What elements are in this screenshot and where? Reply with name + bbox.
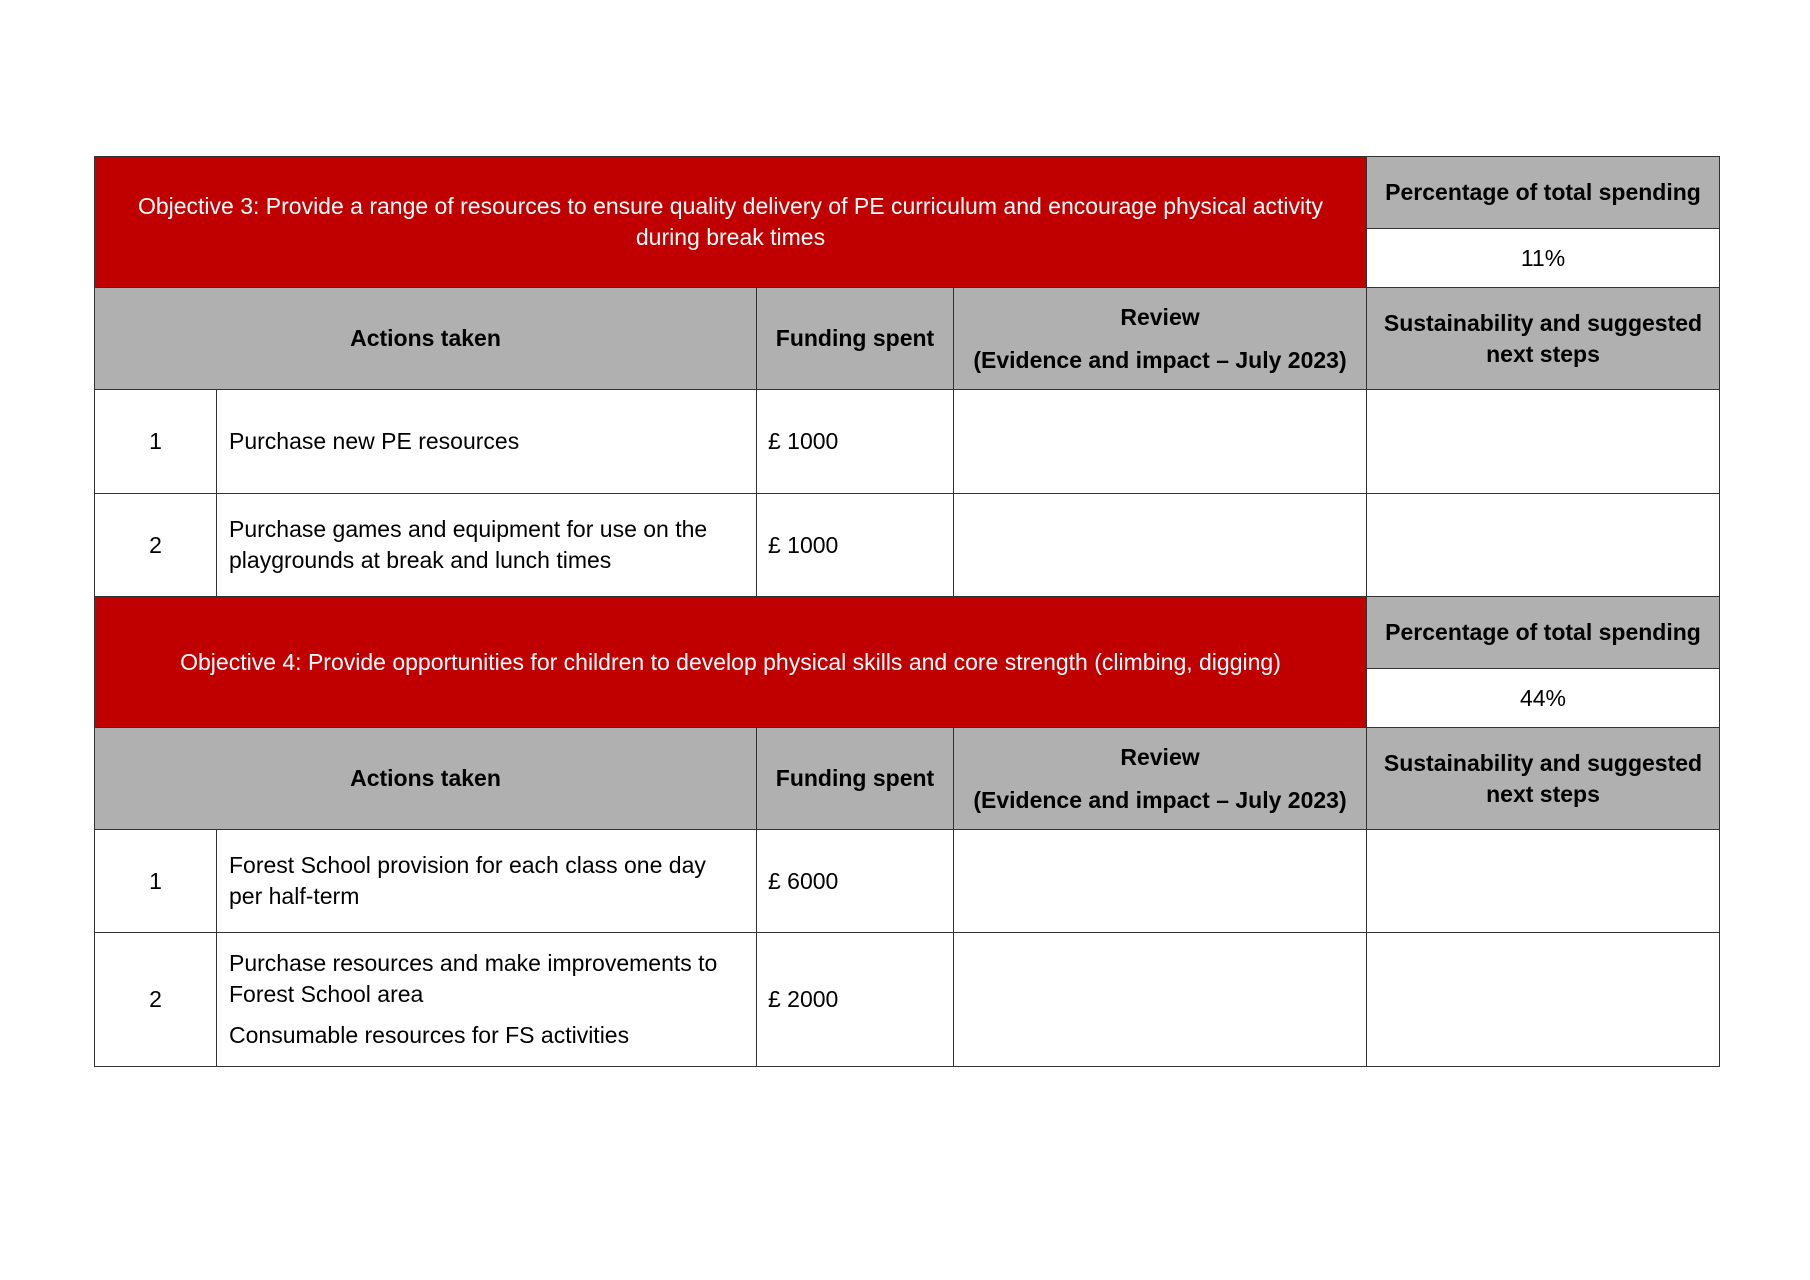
objective-3-title: Objective 3: Provide a range of resources to ensure quality delivery of PE curriculum and encourage physical activity during break times [95,157,1367,288]
review-subtitle: (Evidence and impact – July 2023) [973,786,1347,813]
table-row [95,830,1720,933]
row-number: 2 [95,933,217,1067]
objective-3-header-actions: Actions taken [95,288,757,390]
objective-3-percentage-value: 11% [1367,229,1720,288]
objective-3-header-funding: Funding spent [757,288,954,390]
objective-4-header-funding: Funding spent [757,728,954,830]
sustainability-cell [1367,830,1720,933]
action-text: Purchase resources and make improvements to Forest School area [229,950,718,1007]
action-cell [217,933,757,1067]
review-cell [954,494,1367,597]
review-subtitle: (Evidence and impact – July 2023) [973,346,1347,373]
funding-cell: £ 1000 [757,390,954,494]
action-cell: Purchase games and equipment for use on the playgrounds at break and lunch times [217,494,757,597]
row-number: 2 [95,494,217,597]
sustainability-cell [1367,933,1720,1067]
table-row [95,494,1720,597]
review-cell [954,830,1367,933]
review-title: Review [1120,743,1200,770]
objective-4-header-review [954,728,1367,830]
review-cell [954,933,1367,1067]
action-cell: Forest School provision for each class one day per half-term [217,830,757,933]
action-subtext: Consumable resources for FS activities [229,1022,630,1048]
table-row [95,390,1720,494]
review-cell [954,390,1367,494]
sustainability-cell [1367,494,1720,597]
objective-4-percentage-label: Percentage of total spending [1367,597,1720,669]
objective-4-percentage-value: 44% [1367,669,1720,728]
objective-3-header-sustainability: Sustainability and suggested next steps [1367,288,1720,390]
row-number: 1 [95,830,217,933]
table-row [95,933,1720,1067]
objective-4-title: Objective 4: Provide opportunities for children to develop physical skills and core strength (climbing, digging) [95,597,1367,728]
funding-cell: £ 2000 [757,933,954,1067]
objective-3-header-review [954,288,1367,390]
pe-funding-table [94,156,1720,1067]
funding-cell: £ 1000 [757,494,954,597]
review-title: Review [1120,303,1200,330]
funding-cell: £ 6000 [757,830,954,933]
row-number: 1 [95,390,217,494]
objective-4-header-actions: Actions taken [95,728,757,830]
objective-4-header-sustainability: Sustainability and suggested next steps [1367,728,1720,830]
objective-3-percentage-label: Percentage of total spending [1367,157,1720,229]
sustainability-cell [1367,390,1720,494]
action-cell: Purchase new PE resources [217,390,757,494]
